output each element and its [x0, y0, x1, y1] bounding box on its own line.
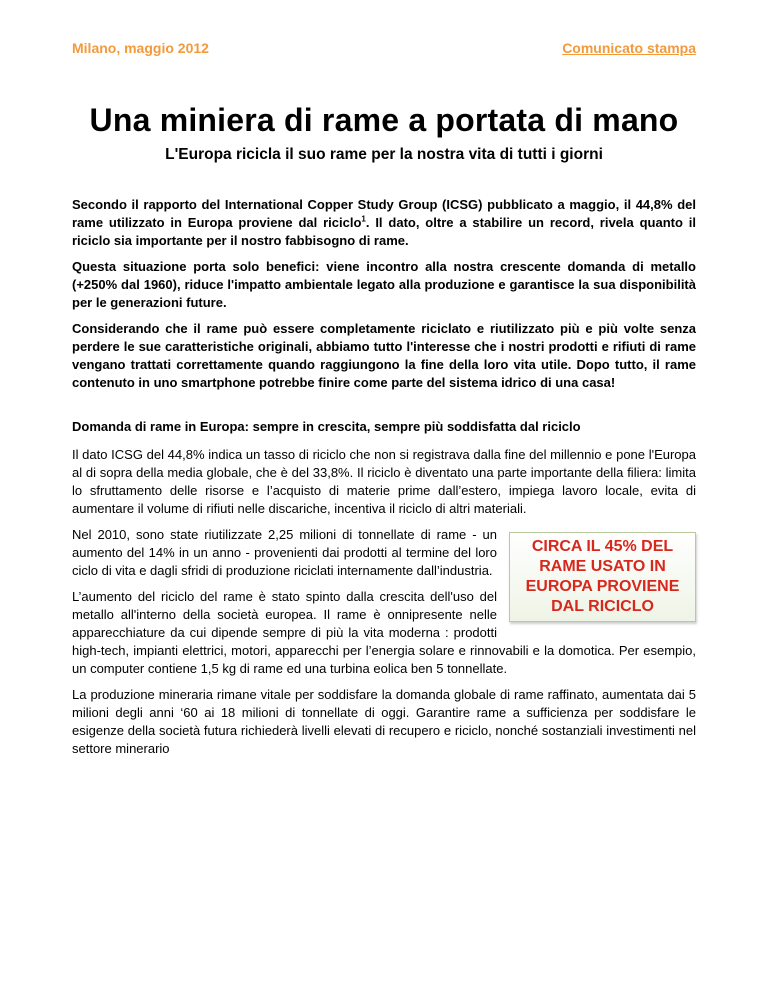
section-paragraph-4: La produzione mineraria rimane vitale per soddisfare la domanda globale di rame raffinato, aumentata dai 5 milioni degli anni ‘60 ai 18 milioni di tonnellate di oggi. Garantire rame a sufficienza per soddisfare le esigenze della società futura richiederà livelli elevati di recupero e riciclo, nonché sostanziali investimenti nel settore minerario	[72, 687, 696, 756]
section-paragraph-2: Nel 2010, sono state riutilizzate 2,25 milioni di tonnellate di rame - un aumento del 14% in un anno - provenienti dai prodotti al termine del loro ciclo di vita e dagli sfridi di produzione riciclati internamente dall’industria.	[72, 527, 497, 578]
page-subtitle: L'Europa ricicla il suo rame per la nostra vita di tutti i giorni	[165, 146, 603, 163]
section-heading: Domanda di rame in Europa: sempre in crescita, sempre più soddisfatta dal riciclo	[72, 419, 581, 434]
doc-type-label: Comunicato stampa	[562, 40, 696, 56]
callout-box: CIRCA IL 45% DEL RAME USATO IN EUROPA PROVIENE DAL RICICLO	[509, 532, 696, 622]
intro-paragraph-1	[72, 196, 696, 250]
intro-p1-text: Secondo il rapporto del International Copper Study Group (ICSG) pubblicato a maggio, il 44,8% del rame utilizzato in Europa proviene dal riciclo	[72, 197, 696, 230]
location-date: Milano, maggio 2012	[72, 40, 209, 56]
intro-paragraph-3: Considerando che il rame può essere completamente riciclato e riutilizzato più e più volte senza perdere le sue caratteristiche originali, abbiamo tutto l'interesse che i nostri prodotti e rifiuti di rame vengano trattati correttamente quando raggiungono la fine della loro vita utile. Dopo tutto, il rame contenuto in uno smartphone potrebbe finire come parte del sistema idrico di una casa!	[72, 321, 696, 390]
footnote-marker: 1	[361, 214, 366, 224]
document-body	[72, 196, 696, 766]
page-title: Una miniera di rame a portata di mano	[89, 102, 679, 138]
intro-paragraph-2: Questa situazione porta solo benefici: viene incontro alla nostra crescente domanda di metallo (+250% dal 1960), riduce l'impatto ambientale legato alla produzione e garantisce la sua disponibilità per le generazioni future.	[72, 259, 696, 310]
section-paragraph-1: Il dato ICSG del 44,8% indica un tasso di riciclo che non si registrava dalla fine del millennio e pone l'Europa al di sopra della media globale, che è del 33,8%. Il riciclo è diventato una parte importante della filiera: limita lo sfruttamento delle risorse e l’acquisto di materie prime dall’estero, impiega lavoro locale, evita di aumentare il volume di rifiuti nelle discariche, incentiva il riciclo di altri materiali.	[72, 447, 696, 516]
intro-p1-tail: . Il dato, oltre a stabilire un record, rivela quanto il riciclo sia importante per il nostro fabbisogno di rame.	[72, 215, 697, 248]
section-paragraph-3: L’aumento del riciclo del rame è stato spinto dalla crescita dell'uso del metallo all'interno della società europea. Il rame è onnipresente nelle apparecchiature da cui dipende sempre di più la vita moderna : prodotti high-tech, impianti elettrici, motori, apparecchi per l’energia solare e rinnovabili e la domotica. Per esempio, un computer contiene 1,5 kg di rame ed una turbina eolica ben 5 tonnellate.	[72, 589, 696, 676]
